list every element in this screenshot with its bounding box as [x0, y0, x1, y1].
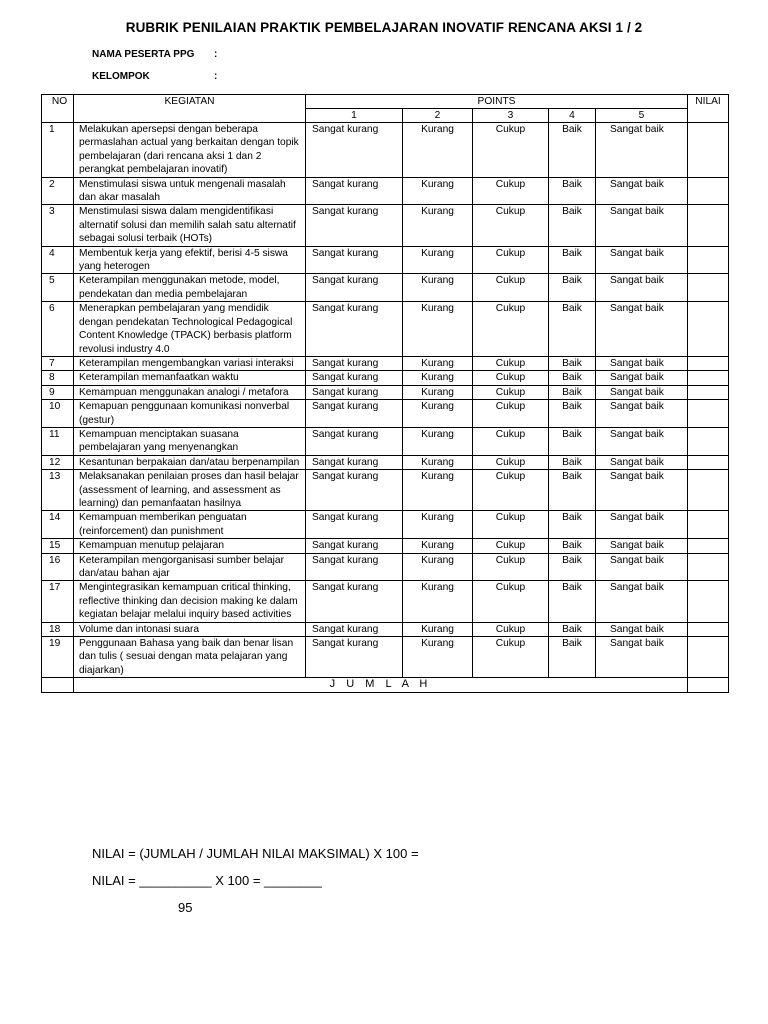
row-nilai-cell[interactable] [688, 177, 729, 205]
row-number: 12 [42, 455, 74, 469]
row-activity: Kemampuan menggunakan analogi / metafora [74, 385, 306, 399]
jumlah-row [42, 678, 729, 692]
row-number: 9 [42, 385, 74, 399]
score-option-4[interactable]: Baik [549, 581, 596, 622]
score-option-4[interactable]: Baik [549, 511, 596, 539]
row-nilai-cell[interactable] [688, 123, 729, 178]
score-option-2[interactable]: Kurang [403, 177, 473, 205]
row-number: 10 [42, 400, 74, 428]
score-option-3[interactable]: Cukup [473, 400, 549, 428]
nama-peserta-colon: : [214, 49, 218, 60]
score-option-2[interactable]: Kurang [403, 455, 473, 469]
row-nilai-cell[interactable] [688, 511, 729, 539]
row-activity: Kesantunan berpakaian dan/atau berpenampilan [74, 455, 306, 469]
table-row [42, 637, 729, 678]
header-nilai: NILAI [688, 95, 729, 123]
score-option-4[interactable]: Baik [549, 177, 596, 205]
table-row [42, 427, 729, 455]
row-activity: Keterampilan menggunakan metode, model, pendekatan dan media pembelajaran [74, 274, 306, 302]
kelompok-colon: : [214, 71, 218, 82]
score-option-1[interactable]: Sangat kurang [306, 553, 403, 581]
score-option-3[interactable]: Cukup [473, 177, 549, 205]
row-activity: Menstimulasi siswa dalam mengidentifikasi alternatif solusi dan memilih salah satu alternatif sebagai solusi terbaik (HOTs) [74, 205, 306, 246]
row-number: 17 [42, 581, 74, 622]
score-option-5[interactable]: Sangat baik [596, 553, 688, 581]
score-option-3[interactable]: Cukup [473, 302, 549, 357]
row-activity: Mengintegrasikan kemampuan critical thinking, reflective thinking dan decision making ke dalam kegiatan belajar melalui inquiry based activities [74, 581, 306, 622]
row-nilai-cell[interactable] [688, 427, 729, 455]
score-option-1[interactable]: Sangat kurang [306, 177, 403, 205]
score-option-2[interactable]: Kurang [403, 637, 473, 678]
table-row [42, 539, 729, 553]
score-option-3[interactable]: Cukup [473, 123, 549, 178]
row-activity: Melaksanakan penilaian proses dan hasil belajar (assessment of learning, and assessment as learning) dan pemanfaatan hasilnya [74, 470, 306, 511]
row-nilai-cell[interactable] [688, 581, 729, 622]
score-option-1[interactable]: Sangat kurang [306, 123, 403, 178]
row-number: 18 [42, 622, 74, 636]
score-option-4[interactable]: Baik [549, 274, 596, 302]
row-nilai-cell[interactable] [688, 246, 729, 274]
row-number: 15 [42, 539, 74, 553]
score-option-4[interactable]: Baik [549, 356, 596, 370]
kelompok-label: KELOMPOK [92, 71, 150, 82]
score-option-3[interactable]: Cukup [473, 385, 549, 399]
table-row [42, 123, 729, 178]
score-option-1[interactable]: Sangat kurang [306, 637, 403, 678]
row-number: 3 [42, 205, 74, 246]
score-option-5[interactable]: Sangat baik [596, 622, 688, 636]
score-option-4[interactable]: Baik [549, 385, 596, 399]
row-activity: Keterampilan mengorganisasi sumber belajar dan/atau bahan ajar [74, 553, 306, 581]
header-no: NO [42, 95, 74, 123]
score-option-1[interactable]: Sangat kurang [306, 302, 403, 357]
row-activity: Kemampuan menutup pelajaran [74, 539, 306, 553]
table-row [42, 356, 729, 370]
formula-line-2: NILAI = __________ X 100 = ________ [92, 873, 322, 888]
scale-3: 3 [473, 109, 549, 123]
header-kegiatan: KEGIATAN [74, 95, 306, 123]
row-nilai-cell[interactable] [688, 400, 729, 428]
score-option-2[interactable]: Kurang [403, 356, 473, 370]
score-option-5[interactable]: Sangat baik [596, 356, 688, 370]
score-option-4[interactable]: Baik [549, 246, 596, 274]
table-row [42, 385, 729, 399]
score-option-5[interactable]: Sangat baik [596, 470, 688, 511]
score-option-4[interactable]: Baik [549, 470, 596, 511]
table-row [42, 400, 729, 428]
score-option-5[interactable]: Sangat baik [596, 400, 688, 428]
score-option-1[interactable]: Sangat kurang [306, 539, 403, 553]
scale-4: 4 [549, 109, 596, 123]
row-number: 6 [42, 302, 74, 357]
score-option-1[interactable]: Sangat kurang [306, 455, 403, 469]
row-number: 19 [42, 637, 74, 678]
score-option-1[interactable]: Sangat kurang [306, 581, 403, 622]
score-option-5[interactable]: Sangat baik [596, 177, 688, 205]
table-row [42, 371, 729, 385]
row-nilai-cell[interactable] [688, 356, 729, 370]
score-option-4[interactable]: Baik [549, 400, 596, 428]
score-option-5[interactable]: Sangat baik [596, 371, 688, 385]
row-activity: Membentuk kerja yang efektif, berisi 4-5 siswa yang heterogen [74, 246, 306, 274]
kelompok-field [92, 71, 218, 82]
score-option-1[interactable]: Sangat kurang [306, 511, 403, 539]
jumlah-label: J U M L A H [74, 678, 688, 692]
score-option-1[interactable]: Sangat kurang [306, 385, 403, 399]
nama-peserta-field [92, 49, 218, 60]
scale-1: 1 [306, 109, 403, 123]
row-nilai-cell[interactable] [688, 302, 729, 357]
score-option-5[interactable]: Sangat baik [596, 385, 688, 399]
score-option-4[interactable]: Baik [549, 539, 596, 553]
table-row [42, 622, 729, 636]
scale-5: 5 [596, 109, 688, 123]
table-row [42, 302, 729, 357]
row-nilai-cell[interactable] [688, 539, 729, 553]
table-row [42, 553, 729, 581]
score-option-2[interactable]: Kurang [403, 539, 473, 553]
score-option-3[interactable]: Cukup [473, 637, 549, 678]
score-option-2[interactable]: Kurang [403, 371, 473, 385]
score-option-3[interactable]: Cukup [473, 581, 549, 622]
score-option-1[interactable]: Sangat kurang [306, 205, 403, 246]
row-nilai-cell[interactable] [688, 455, 729, 469]
row-number: 2 [42, 177, 74, 205]
score-option-1[interactable]: Sangat kurang [306, 470, 403, 511]
score-option-3[interactable]: Cukup [473, 455, 549, 469]
row-activity: Keterampilan memanfaatkan waktu [74, 371, 306, 385]
row-number: 8 [42, 371, 74, 385]
score-option-5[interactable]: Sangat baik [596, 511, 688, 539]
score-option-1[interactable]: Sangat kurang [306, 427, 403, 455]
scale-2: 2 [403, 109, 473, 123]
score-option-5[interactable]: Sangat baik [596, 302, 688, 357]
jumlah-empty-cell [42, 678, 74, 692]
row-number: 16 [42, 553, 74, 581]
score-option-1[interactable]: Sangat kurang [306, 274, 403, 302]
score-option-3[interactable]: Cukup [473, 539, 549, 553]
score-option-2[interactable]: Kurang [403, 581, 473, 622]
score-option-3[interactable]: Cukup [473, 274, 549, 302]
score-option-4[interactable]: Baik [549, 553, 596, 581]
score-option-2[interactable]: Kurang [403, 385, 473, 399]
row-nilai-cell[interactable] [688, 385, 729, 399]
score-option-2[interactable]: Kurang [403, 123, 473, 178]
score-option-2[interactable]: Kurang [403, 622, 473, 636]
row-number: 13 [42, 470, 74, 511]
table-row [42, 246, 729, 274]
score-option-4[interactable]: Baik [549, 123, 596, 178]
score-option-2[interactable]: Kurang [403, 205, 473, 246]
table-row [42, 177, 729, 205]
header-row [42, 95, 729, 109]
row-activity: Volume dan intonasi suara [74, 622, 306, 636]
score-option-5[interactable]: Sangat baik [596, 427, 688, 455]
rubric-body [42, 123, 729, 678]
table-row [42, 274, 729, 302]
row-activity: Penggunaan Bahasa yang baik dan benar lisan dan tulis ( sesuai dengan mata pelajaran yang diajarkan) [74, 637, 306, 678]
score-option-2[interactable]: Kurang [403, 246, 473, 274]
table-row [42, 581, 729, 622]
row-activity: Melakukan apersepsi dengan beberapa permaslahan actual yang berkaitan dengan topik pembelajaran (dari rencana aksi 1 dan 2 perangkat pembelajaran inovatif) [74, 123, 306, 178]
score-option-5[interactable]: Sangat baik [596, 246, 688, 274]
row-activity: Kemampuan memberikan penguatan (reinforcement) dan punishment [74, 511, 306, 539]
formula-denominator: 95 [178, 900, 193, 915]
score-option-5[interactable]: Sangat baik [596, 637, 688, 678]
row-nilai-cell[interactable] [688, 637, 729, 678]
row-activity: Keterampilan mengembangkan variasi interaksi [74, 356, 306, 370]
row-number: 14 [42, 511, 74, 539]
score-option-5[interactable]: Sangat baik [596, 539, 688, 553]
score-option-4[interactable]: Baik [549, 637, 596, 678]
score-option-2[interactable]: Kurang [403, 427, 473, 455]
row-number: 11 [42, 427, 74, 455]
score-option-3[interactable]: Cukup [473, 427, 549, 455]
table-row [42, 470, 729, 511]
row-activity: Kemampuan menciptakan suasana pembelajaran yang menyenangkan [74, 427, 306, 455]
row-nilai-cell[interactable] [688, 470, 729, 511]
table-row [42, 511, 729, 539]
row-number: 1 [42, 123, 74, 178]
row-nilai-cell[interactable] [688, 371, 729, 385]
row-activity: Menstimulasi siswa untuk mengenali masalah dan akar masalah [74, 177, 306, 205]
score-option-3[interactable]: Cukup [473, 511, 549, 539]
row-number: 4 [42, 246, 74, 274]
row-number: 5 [42, 274, 74, 302]
score-option-1[interactable]: Sangat kurang [306, 246, 403, 274]
row-activity: Kemapuan penggunaan komunikasi nonverbal (gestur) [74, 400, 306, 428]
score-option-1[interactable]: Sangat kurang [306, 371, 403, 385]
formula-line-1: NILAI = (JUMLAH / JUMLAH NILAI MAKSIMAL) X 100 = [92, 846, 419, 861]
score-option-3[interactable]: Cukup [473, 553, 549, 581]
rubric-table [41, 94, 729, 693]
score-option-5[interactable]: Sangat baik [596, 205, 688, 246]
score-option-2[interactable]: Kurang [403, 553, 473, 581]
score-option-4[interactable]: Baik [549, 455, 596, 469]
header-points: POINTS [306, 95, 688, 109]
jumlah-nilai-cell[interactable] [688, 678, 729, 692]
score-option-5[interactable]: Sangat baik [596, 581, 688, 622]
row-number: 7 [42, 356, 74, 370]
row-activity: Menerapkan pembelajaran yang mendidik dengan pendekatan Technological Pedagogical Content Knowledge (TPACK) berbasis platform revolusi industry 4.0 [74, 302, 306, 357]
score-option-5[interactable]: Sangat baik [596, 123, 688, 178]
score-option-2[interactable]: Kurang [403, 400, 473, 428]
row-nilai-cell[interactable] [688, 274, 729, 302]
score-option-4[interactable]: Baik [549, 371, 596, 385]
score-option-1[interactable]: Sangat kurang [306, 622, 403, 636]
score-option-3[interactable]: Cukup [473, 622, 549, 636]
score-option-3[interactable]: Cukup [473, 356, 549, 370]
row-nilai-cell[interactable] [688, 205, 729, 246]
row-nilai-cell[interactable] [688, 553, 729, 581]
score-option-4[interactable]: Baik [549, 622, 596, 636]
score-option-3[interactable]: Cukup [473, 470, 549, 511]
score-option-1[interactable]: Sangat kurang [306, 356, 403, 370]
score-option-1[interactable]: Sangat kurang [306, 400, 403, 428]
nama-peserta-label: NAMA PESERTA PPG [92, 49, 195, 60]
score-option-4[interactable]: Baik [549, 205, 596, 246]
score-option-3[interactable]: Cukup [473, 371, 549, 385]
table-row [42, 455, 729, 469]
score-option-2[interactable]: Kurang [403, 302, 473, 357]
score-option-4[interactable]: Baik [549, 302, 596, 357]
score-option-2[interactable]: Kurang [403, 511, 473, 539]
score-option-3[interactable]: Cukup [473, 205, 549, 246]
score-option-3[interactable]: Cukup [473, 246, 549, 274]
row-nilai-cell[interactable] [688, 622, 729, 636]
score-option-5[interactable]: Sangat baik [596, 455, 688, 469]
score-option-2[interactable]: Kurang [403, 274, 473, 302]
score-option-4[interactable]: Baik [549, 427, 596, 455]
score-option-2[interactable]: Kurang [403, 470, 473, 511]
table-row [42, 205, 729, 246]
document-title: RUBRIK PENILAIAN PRAKTIK PEMBELAJARAN INOVATIF RENCANA AKSI 1 / 2 [125, 20, 643, 35]
score-option-5[interactable]: Sangat baik [596, 274, 688, 302]
